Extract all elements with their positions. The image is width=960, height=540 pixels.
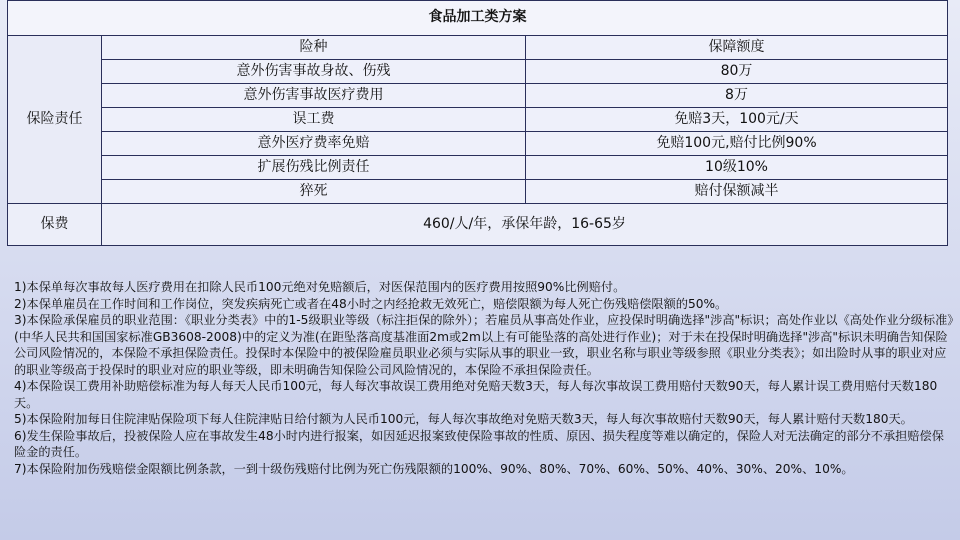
liability-label: 保险责任 [8, 36, 102, 204]
coverage-item: 意外伤害事故身故、伤残 [102, 60, 526, 84]
coverage-amount: 免赔3天，100元/天 [526, 108, 948, 132]
plan-table [7, 0, 948, 246]
header-item: 险种 [102, 36, 526, 60]
coverage-amount: 免赔100元,赔付比例90% [526, 132, 948, 156]
header-amount: 保障额度 [526, 36, 948, 60]
premium-value: 460/人/年，承保年龄，16-65岁 [102, 204, 948, 246]
table-row [8, 84, 948, 108]
table-row [8, 180, 948, 204]
premium-label: 保费 [8, 204, 102, 246]
note-item: 4)本保险误工费用补助赔偿标准为每人每天人民币100元，每人每次事故误工费用绝对免赔天数3天，每人每次事故误工费用赔付天数90天，每人累计误工费用赔付天数180天。 [14, 379, 938, 410]
coverage-amount: 赔付保额减半 [526, 180, 948, 204]
table-title: 食品加工类方案 [8, 1, 948, 36]
coverage-item: 意外伤害事故医疗费用 [102, 84, 526, 108]
coverage-amount: 8万 [526, 84, 948, 108]
coverage-item: 意外医疗费率免赔 [102, 132, 526, 156]
notes [14, 279, 954, 477]
table-row [8, 156, 948, 180]
coverage-item: 误工费 [102, 108, 526, 132]
note-item: 7)本保险附加伤残赔偿金限额比例条款，一到十级伤残赔付比例为死亡伤残限额的100%、90%、80%、70%、60%、50%、40%、30%、20%、10%。 [14, 461, 854, 476]
coverage-amount: 10级10% [526, 156, 948, 180]
note-item: 6)发生保险事故后，投被保险人应在事故发生48小时内进行报案，如因延迟报案致使保险事故的性质、原因、损失程度等难以确定的，保险人对无法确定的部分不承担赔偿保险金的责任。 [14, 428, 944, 459]
note-item: 3)本保险承保雇员的职业范围：《职业分类表》中的1-5级职业等级（标注拒保的除外）；若雇员从事高处作业，应投保时明确选择"涉高"标识；高处作业以《高处作业分级标准》(中华人民共和国国家标准GB3608-2008)中的定义为准(在距坠落高度基准面2m或2m以上有可能坠落的高处进行作业)；对于未在投保时明确选择"涉高"标识未明确告知保险公司风险情况的，本保险不承担保险责任。投保时本保险中的被保险雇员职业必须与实际从事的职业一致，职业名称与职业等级参照《职业分类表》；如出险时从事的职业对应的职业等级高于投保时的职业对应的职业等级，即未明确告知保险公司风险情况的，本保险不承担保险责任。 [14, 313, 954, 377]
note-item: 1)本保单每次事故每人医疗费用在扣除人民币100元绝对免赔额后，对医保范围内的医疗费用按照90%比例赔付。 [14, 280, 626, 294]
table-row [8, 60, 948, 84]
table-row [8, 108, 948, 132]
note-item: 2)本保单雇员在工作时间和工作岗位，突发疾病死亡或者在48小时之内经抢救无效死亡，赔偿限额为每人死亡伤残赔偿限额的50%。 [14, 296, 728, 311]
note-item: 5)本保险附加每日住院津贴保险项下每人住院津贴日给付额为人民币100元，每人每次事故绝对免赔天数3天，每人每次事故赔付天数90天，每人累计赔付天数180天。 [14, 412, 913, 426]
coverage-amount: 80万 [526, 60, 948, 84]
coverage-item: 猝死 [102, 180, 526, 204]
coverage-item: 扩展伤残比例责任 [102, 156, 526, 180]
table-row [8, 132, 948, 156]
